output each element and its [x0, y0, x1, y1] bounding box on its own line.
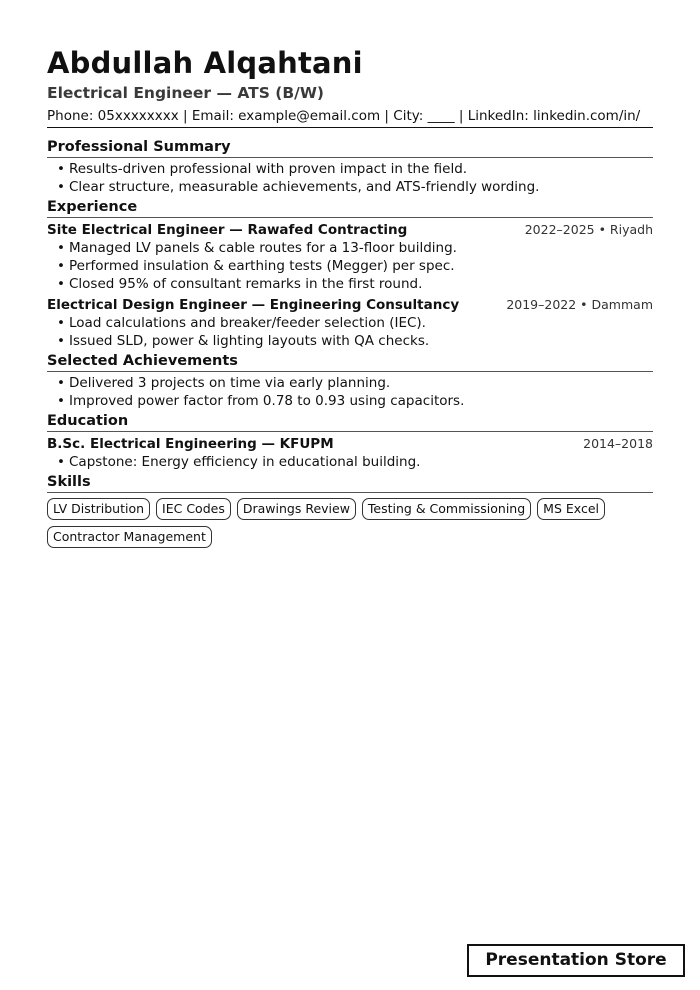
- contact-line: Phone: 05xxxxxxxx | Email: example@email.com | City: ____ | LinkedIn: linkedin.com/in/: [47, 108, 641, 124]
- summary-list: [47, 160, 653, 196]
- list-item: • Capstone: Energy efficiency in educational building.: [57, 453, 653, 471]
- candidate-subtitle: Electrical Engineer — ATS (B/W): [47, 84, 325, 102]
- section-title-education: Education: [47, 412, 653, 432]
- list-item: • Load calculations and breaker/feeder selection (IEC).: [57, 314, 653, 332]
- job-bullets: [47, 239, 653, 293]
- job-header: [47, 221, 653, 239]
- header-divider: [47, 126, 653, 128]
- job-meta: 2022–2025 • Riyadh: [524, 222, 653, 237]
- list-item: • Closed 95% of consultant remarks in the first round.: [57, 275, 653, 293]
- resume-page: [47, 44, 653, 548]
- skill-tag: MS Excel: [537, 498, 605, 520]
- section-title-achievements: Selected Achievements: [47, 352, 653, 372]
- skill-tag: IEC Codes: [156, 498, 231, 520]
- job-title: Site Electrical Engineer — Rawafed Contracting: [47, 222, 408, 238]
- list-item: • Issued SLD, power & lighting layouts with QA checks.: [57, 332, 653, 350]
- skill-tag: LV Distribution: [47, 498, 150, 520]
- list-item: • Improved power factor from 0.78 to 0.93 using capacitors.: [57, 392, 653, 410]
- skill-tag: Testing & Commissioning: [362, 498, 531, 520]
- section-title-experience: Experience: [47, 198, 653, 218]
- skills-list: [47, 498, 647, 548]
- section-title-summary: Professional Summary: [47, 138, 653, 158]
- education-years: 2014–2018: [583, 436, 653, 451]
- job-header: [47, 296, 653, 314]
- job-meta: 2019–2022 • Dammam: [506, 297, 653, 312]
- education-bullets: [47, 453, 653, 471]
- education-header: [47, 435, 653, 453]
- list-item: • Managed LV panels & cable routes for a 13-floor building.: [57, 239, 653, 257]
- list-item: • Performed insulation & earthing tests (Megger) per spec.: [57, 257, 653, 275]
- list-item: • Delivered 3 projects on time via early planning.: [57, 374, 653, 392]
- section-title-skills: Skills: [47, 473, 653, 493]
- job-title: Electrical Design Engineer — Engineering Consultancy: [47, 297, 460, 313]
- degree-title: B.Sc. Electrical Engineering — KFUPM: [47, 436, 334, 452]
- list-item: • Clear structure, measurable achievements, and ATS-friendly wording.: [57, 178, 653, 196]
- achievements-list: [47, 374, 653, 410]
- job-bullets: [47, 314, 653, 350]
- list-item: • Results-driven professional with proven impact in the field.: [57, 160, 653, 178]
- candidate-name: Abdullah Alqahtani: [47, 46, 363, 80]
- store-stamp: Presentation Store: [467, 944, 685, 977]
- skill-tag: Contractor Management: [47, 526, 212, 548]
- skill-tag: Drawings Review: [237, 498, 356, 520]
